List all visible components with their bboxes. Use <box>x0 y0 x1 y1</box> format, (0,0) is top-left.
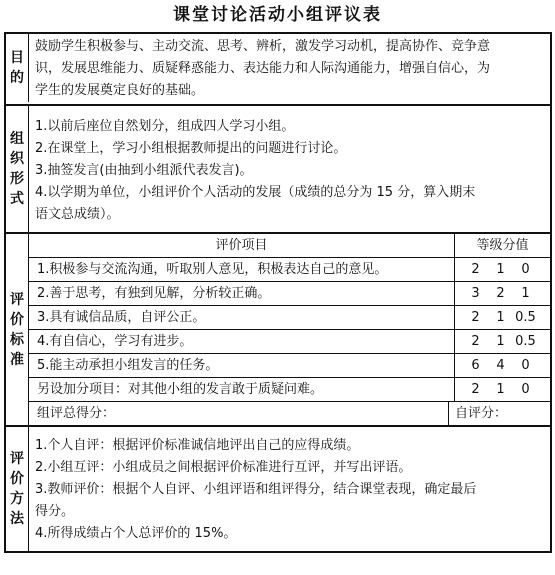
criteria-table <box>29 234 550 425</box>
table-row <box>29 282 550 306</box>
score-value: 3 <box>471 286 480 301</box>
format-label-char: 式 <box>10 191 24 207</box>
purpose-label-char: 的 <box>10 70 24 86</box>
criteria-label-char: 标 <box>10 331 24 348</box>
score-value: 2 <box>471 334 480 349</box>
criteria-label-char: 评 <box>10 291 24 308</box>
table-row <box>29 330 550 354</box>
table-row <box>29 378 550 402</box>
format-label-char: 形 <box>10 171 24 187</box>
format-section <box>6 106 550 234</box>
evaluation-form <box>4 32 552 553</box>
score-value: 2 <box>496 286 505 301</box>
criteria-footer-row <box>29 402 550 425</box>
method-line: 得分。 <box>35 504 75 519</box>
criterion-scores <box>455 354 550 377</box>
criterion-item: 5.能主动承担小组发言的任务。 <box>29 354 455 377</box>
method-text <box>29 427 550 551</box>
criteria-label-char: 价 <box>10 311 24 328</box>
format-line: 1.以前后座位自然划分，组成四人学习小组。 <box>35 119 295 134</box>
format-line: 4.以学期为单位，小组评价个人活动的发展（成绩的总分为 15 分，算入期末 <box>35 185 476 200</box>
criteria-label <box>6 234 29 425</box>
format-line: 3.抽签发言(由抽到小组派代表发言)。 <box>35 163 253 178</box>
score-value: 0 <box>521 262 530 277</box>
criterion-scores <box>455 378 550 401</box>
criterion-item: 1.积极参与交流沟通，听取别人意见，积极表达自己的意见。 <box>29 258 455 281</box>
criterion-item: 2.善于思考，有独到见解，分析较正确。 <box>29 282 455 305</box>
score-value: 0 <box>521 358 530 373</box>
purpose-text <box>29 34 550 104</box>
criterion-scores <box>455 330 550 353</box>
criterion-scores <box>455 282 550 305</box>
criterion-scores <box>455 258 550 281</box>
format-label <box>6 106 29 232</box>
method-label-char: 法 <box>10 511 24 527</box>
score-value: 2 <box>471 310 480 325</box>
purpose-label-char: 目 <box>10 50 24 66</box>
self-eval-label <box>449 402 550 425</box>
criterion-scores <box>455 306 550 329</box>
method-line: 4.所得成绩占个人总评价的 15%。 <box>35 526 237 541</box>
method-line: 2.小组互评：小组成员之间根据评价标准进行互评，并写出评语。 <box>35 460 412 475</box>
score-value: 6 <box>471 358 480 373</box>
method-section <box>6 427 550 551</box>
header-item: 评价项目 <box>29 234 455 257</box>
self-eval-text: 自评分： <box>455 406 508 421</box>
purpose-line: 学生的发展奠定良好的基础。 <box>35 83 205 98</box>
method-label-char: 方 <box>10 491 24 507</box>
score-value: 2 <box>471 382 480 397</box>
method-label-char: 价 <box>10 471 24 487</box>
criterion-item: 4.有自信心，学习有进步。 <box>29 330 455 353</box>
purpose-section <box>6 34 550 106</box>
table-row <box>29 258 550 282</box>
header-score: 等级分值 <box>476 238 529 253</box>
group-total-label: 组评总得分： <box>29 402 449 425</box>
score-value: 1 <box>521 286 530 301</box>
method-line: 1.个人自评：根据评价标准诚信地评出自己的应得成绩。 <box>35 438 360 453</box>
criteria-label-char: 准 <box>10 351 24 368</box>
criteria-section <box>6 234 550 427</box>
purpose-label <box>6 34 29 102</box>
score-value: 4 <box>496 358 505 373</box>
method-line: 3.教师评价：根据个人自评、小组评语和组评得分，结合课堂表现，确定最后 <box>35 482 477 497</box>
format-line: 语文总成绩）。 <box>35 207 120 222</box>
table-row <box>29 354 550 378</box>
score-value: 1 <box>496 262 505 277</box>
criterion-item: 3.具有诚信品质，自评公正。 <box>29 306 455 329</box>
score-value: 1 <box>496 310 505 325</box>
score-value: 0.5 <box>515 310 536 325</box>
purpose-line: 识，发展思维能力、质疑释惑能力、表达能力和人际沟通能力，增强自信心，为 <box>35 61 491 76</box>
criteria-header-row <box>29 234 550 258</box>
format-label-char: 组 <box>10 131 24 147</box>
purpose-line: 鼓励学生积极参与、主动交流、思考、辨析，激发学习动机，提高协作、竞争意 <box>35 39 491 54</box>
method-label-char: 评 <box>10 451 24 467</box>
table-row <box>29 306 550 330</box>
score-value: 2 <box>471 262 480 277</box>
score-value: 1 <box>496 334 505 349</box>
criterion-item: 另设加分项目：对其他小组的发言敢于质疑问难。 <box>29 378 455 401</box>
format-text <box>29 106 550 232</box>
format-line: 2.在课堂上，学习小组根据教师提出的问题进行讨论。 <box>35 141 347 156</box>
method-label <box>6 427 29 551</box>
score-value: 1 <box>496 382 505 397</box>
score-value: 0.5 <box>515 334 536 349</box>
score-value: 0 <box>521 382 530 397</box>
page-title: 课堂讨论活动小组评议表 <box>173 5 382 25</box>
format-label-char: 织 <box>10 151 24 167</box>
